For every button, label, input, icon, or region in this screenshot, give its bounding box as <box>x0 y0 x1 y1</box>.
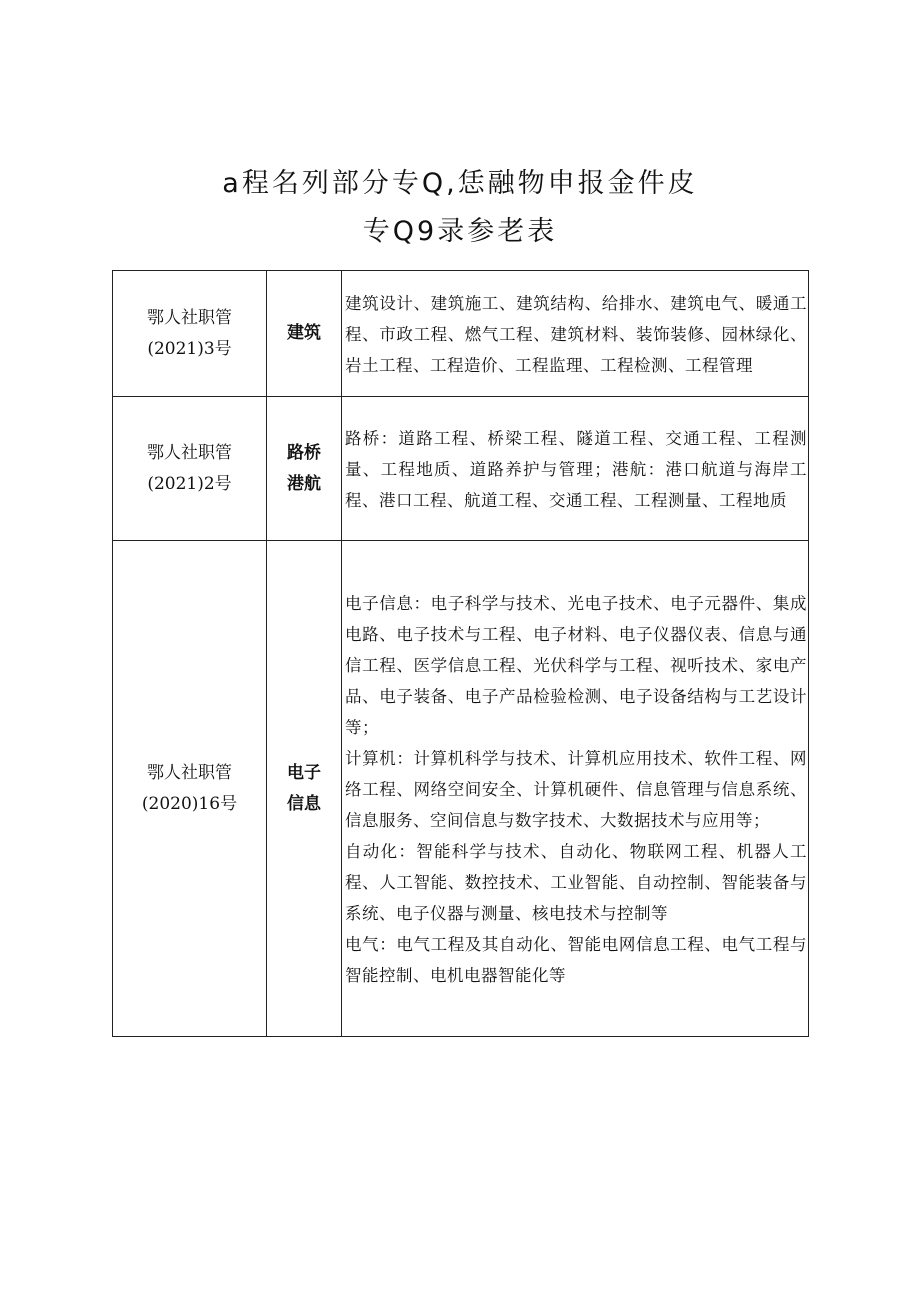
majors-text: 路桥：道路工程、桥梁工程、隧道工程、交通工程、工程测量、工程地质、道路养护与管理；港航：港口航道与海岸工程、港口工程、航道工程、交通工程、工程测量、工程地质 <box>345 428 807 510</box>
document-number: (2020)16号 <box>141 793 238 814</box>
document-number-cell <box>113 271 267 397</box>
title-line-1: a程名列部分专Q,恁融物申报金件皮 <box>222 168 698 199</box>
majors-text: 电气：电气工程及其自动化、智能电网信息工程、电气工程与智能控制、电机电器智能化等 <box>345 934 807 985</box>
reference-table <box>112 270 809 1037</box>
title-line-2: 专Q9录参老表 <box>362 216 558 247</box>
majors-cell <box>342 271 809 397</box>
document-title <box>0 160 920 256</box>
document-number-cell <box>113 541 267 1037</box>
document-issuer: 鄂人社职管 <box>147 762 232 783</box>
majors-text: 建筑设计、建筑施工、建筑结构、给排水、建筑电气、暖通工程、市政工程、燃气工程、建筑材料、装饰装修、园林绿化、岩土工程、工程造价、工程监理、工程检测、工程管理 <box>345 293 807 375</box>
category-label: 港航 <box>287 473 321 494</box>
category-cell <box>267 397 342 541</box>
category-cell <box>267 541 342 1037</box>
majors-text: 电子信息：电子科学与技术、光电子技术、电子元器件、集成电路、电子技术与工程、电子材料、电子仪器仪表、信息与通信工程、医学信息工程、光伏科学与工程、视听技术、家电产品、电子装备、电子产品检验检测、电子设备结构与工艺设计等； <box>345 593 807 737</box>
document-issuer: 鄂人社职管 <box>147 307 232 328</box>
majors-cell <box>342 541 809 1037</box>
majors-cell <box>342 397 809 541</box>
category-cell <box>267 271 342 397</box>
document-number: (2021)2号 <box>147 473 232 494</box>
majors-text: 计算机：计算机科学与技术、计算机应用技术、软件工程、网络工程、网络空间安全、计算机硬件、信息管理与信息系统、信息服务、空间信息与数字技术、大数据技术与应用等； <box>345 748 807 830</box>
table-row <box>113 271 809 397</box>
table-row <box>113 397 809 541</box>
document-issuer: 鄂人社职管 <box>147 442 232 463</box>
category-label: 路桥 <box>287 442 321 463</box>
table-row <box>113 541 809 1037</box>
category-label: 电子 <box>287 762 321 783</box>
category-label: 信息 <box>287 793 321 814</box>
category-label: 建筑 <box>287 323 321 343</box>
majors-text: 自动化：智能科学与技术、自动化、物联网工程、机器人工程、人工智能、数控技术、工业智能、自动控制、智能装备与系统、电子仪器与测量、核电技术与控制等 <box>345 841 807 923</box>
document-number-cell <box>113 397 267 541</box>
document-number: (2021)3号 <box>147 338 232 359</box>
